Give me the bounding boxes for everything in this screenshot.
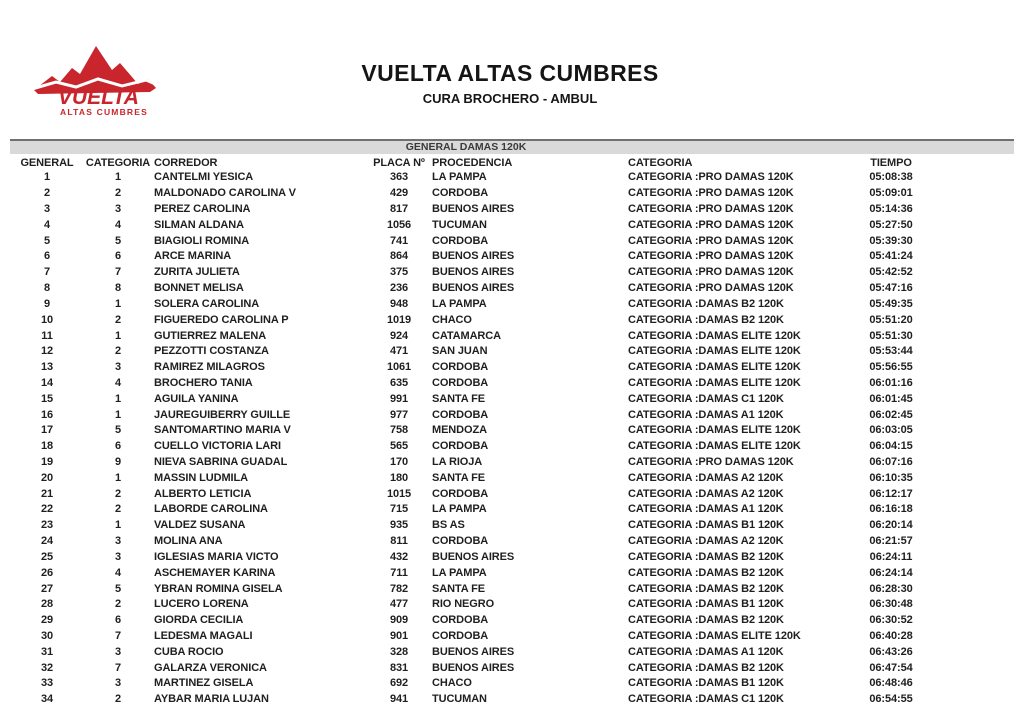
table-row [12,265,1012,281]
table-row [12,217,1012,233]
cell-procedencia: CORDOBA [432,234,489,247]
cell-tiempo: 05:49:35 [869,297,913,310]
cell-placa: 924 [389,329,409,342]
cell-categoria: CATEGORIA :DAMAS A1 120K [628,408,784,421]
cell-corredor: BROCHERO TANIA [154,376,253,389]
table-row [12,423,1012,439]
cell-categoria: CATEGORIA :DAMAS B1 120K [628,519,784,532]
cell-general: 17 [40,424,54,437]
cell-procedencia: BUENOS AIRES [432,266,515,279]
cell-placa: 429 [389,187,409,200]
cell-tiempo: 05:27:50 [869,218,913,231]
cell-categoria: CATEGORIA :DAMAS ELITE 120K [628,629,801,642]
cell-corredor: SOLERA CAROLINA [154,297,260,310]
cell-corredor: NIEVA SABRINA GUADAL [154,456,288,469]
cell-tiempo: 06:24:14 [869,566,913,579]
cell-placa: 831 [389,661,409,674]
cell-procedencia: BUENOS AIRES [432,645,515,658]
table-row [12,328,1012,344]
cell-procedencia: CORDOBA [432,487,489,500]
cell-placa: 1056 [386,218,412,231]
cell-categoria-pos: 3 [114,203,122,216]
cell-placa: 1061 [386,361,412,374]
table-row [12,170,1012,186]
cell-tiempo: 05:39:30 [869,234,913,247]
cell-categoria-pos: 2 [114,693,122,706]
cell-categoria-pos: 2 [114,345,122,358]
cell-tiempo: 05:51:20 [869,313,913,326]
cell-general: 19 [40,456,54,469]
cell-categoria-pos: 1 [114,519,122,532]
cell-corredor: ZURITA JULIETA [154,266,240,279]
cell-corredor: MARTINEZ GISELA [154,677,254,690]
column-header-general: GENERAL [20,156,74,169]
table-header-row [12,155,931,171]
cell-procedencia: CHACO [432,677,472,690]
cell-corredor: BONNET MELISA [154,282,244,295]
cell-placa: 432 [389,550,409,563]
cell-categoria: CATEGORIA :DAMAS B2 120K [628,566,784,579]
cell-general: 6 [43,250,51,263]
cell-categoria-pos: 7 [114,661,122,674]
cell-corredor: CANTELMI YESICA [154,171,254,184]
cell-corredor: VALDEZ SUSANA [154,519,246,532]
cell-placa: 758 [389,424,409,437]
cell-categoria-pos: 1 [114,408,122,421]
table-row [12,565,1012,581]
cell-procedencia: LA PAMPA [432,171,487,184]
cell-categoria: CATEGORIA :DAMAS B2 120K [628,297,784,310]
table-row [12,470,1012,486]
cell-categoria: CATEGORIA :DAMAS ELITE 120K [628,361,801,374]
logo-word: VUELTA [58,86,139,109]
cell-tiempo: 06:48:46 [869,677,913,690]
cell-placa: 1019 [386,313,412,326]
cell-general: 3 [43,203,51,216]
page-subtitle: CURA BROCHERO - AMBUL [422,91,598,106]
cell-general: 23 [40,519,54,532]
cell-categoria: CATEGORIA :DAMAS ELITE 120K [628,440,801,453]
cell-general: 16 [40,408,54,421]
cell-procedencia: BUENOS AIRES [432,203,515,216]
section-band [10,139,1014,154]
cell-corredor: AYBAR MARIA LUJAN [154,693,269,706]
cell-general: 33 [40,677,54,690]
column-header-categoria-pos: CATEGORIA [85,156,151,169]
cell-placa: 715 [389,503,409,516]
cell-categoria-pos: 4 [114,376,122,389]
table-row [12,692,1012,708]
cell-categoria: CATEGORIA :DAMAS B2 120K [628,661,784,674]
cell-corredor: LUCERO LORENA [154,598,249,611]
cell-placa: 948 [389,297,409,310]
cell-categoria-pos: 2 [114,187,122,200]
cell-general: 29 [40,614,54,627]
cell-procedencia: MENDOZA [432,424,487,437]
cell-corredor: PEREZ CAROLINA [154,203,251,216]
cell-tiempo: 06:02:45 [869,408,913,421]
cell-general: 28 [40,598,54,611]
cell-corredor: BIAGIOLI ROMINA [154,234,250,247]
cell-tiempo: 06:28:30 [869,582,913,595]
cell-general: 2 [43,187,51,200]
cell-tiempo: 05:09:01 [869,187,913,200]
cell-tiempo: 06:10:35 [869,471,913,484]
cell-categoria: CATEGORIA :DAMAS B2 120K [628,614,784,627]
cell-categoria: CATEGORIA :DAMAS ELITE 120K [628,345,801,358]
cell-placa: 941 [389,693,409,706]
cell-corredor: GUTIERREZ MALENA [154,329,267,342]
table-row [12,281,1012,297]
cell-placa: 909 [389,614,409,627]
table-row [12,644,1012,660]
title-block [120,60,900,106]
cell-placa: 635 [389,376,409,389]
cell-general: 25 [40,550,54,563]
cell-categoria-pos: 4 [114,566,122,579]
cell-categoria-pos: 1 [114,392,122,405]
cell-general: 5 [43,234,51,247]
table-row [12,455,1012,471]
cell-corredor: ASCHEMAYER KARINA [154,566,276,579]
cell-tiempo: 06:21:57 [869,535,913,548]
cell-corredor: RAMIREZ MILAGROS [154,361,265,374]
cell-corredor: PEZZOTTI COSTANZA [154,345,269,358]
cell-tiempo: 05:51:30 [869,329,913,342]
cell-categoria: CATEGORIA :DAMAS ELITE 120K [628,424,801,437]
cell-corredor: GIORDA CECILIA [154,614,244,627]
cell-tiempo: 06:01:45 [869,392,913,405]
cell-categoria: CATEGORIA :DAMAS C1 120K [628,693,784,706]
cell-placa: 711 [390,566,408,579]
section-title: GENERAL DAMAS 120K [405,141,527,153]
cell-corredor: SILMAN ALDANA [154,218,244,231]
cell-tiempo: 06:12:17 [869,487,913,500]
cell-tiempo: 05:53:44 [869,345,913,358]
cell-placa: 565 [389,440,409,453]
cell-placa: 741 [389,234,409,247]
cell-corredor: CUBA ROCIO [154,645,224,658]
cell-procedencia: CORDOBA [432,535,489,548]
cell-categoria-pos: 5 [114,582,122,595]
cell-general: 9 [43,297,51,310]
cell-categoria-pos: 2 [114,598,122,611]
table-row [12,581,1012,597]
cell-categoria: CATEGORIA :DAMAS B2 120K [628,582,784,595]
cell-procedencia: TUCUMAN [432,693,487,706]
cell-procedencia: BS AS [432,519,465,532]
cell-procedencia: CORDOBA [432,361,489,374]
cell-categoria-pos: 6 [114,614,122,627]
cell-general: 20 [40,471,54,484]
cell-corredor: AGUILA YANINA [154,392,239,405]
page-title: VUELTA ALTAS CUMBRES [361,60,659,86]
cell-categoria: CATEGORIA :PRO DAMAS 120K [628,456,794,469]
cell-general: 21 [40,487,54,500]
table-row [12,297,1012,313]
cell-general: 11 [41,329,53,342]
cell-general: 10 [40,313,54,326]
cell-procedencia: CORDOBA [432,440,489,453]
table-row [12,550,1012,566]
cell-tiempo: 05:47:16 [869,282,913,295]
cell-corredor: MALDONADO CAROLINA V [154,187,296,200]
cell-procedencia: BUENOS AIRES [432,550,515,563]
cell-placa: 977 [389,408,409,421]
cell-categoria-pos: 7 [114,629,122,642]
table-row [12,186,1012,202]
cell-tiempo: 06:30:52 [869,614,913,627]
table-row [12,518,1012,534]
cell-tiempo: 05:08:38 [869,171,913,184]
cell-categoria: CATEGORIA :DAMAS B2 120K [628,550,784,563]
cell-categoria-pos: 3 [114,550,122,563]
cell-corredor: CUELLO VICTORIA LARI [154,440,281,453]
table-row [12,344,1012,360]
cell-categoria: CATEGORIA :DAMAS ELITE 120K [628,329,801,342]
cell-procedencia: SANTA FE [432,471,485,484]
table-row [12,391,1012,407]
cell-placa: 180 [389,471,409,484]
cell-categoria-pos: 6 [114,250,122,263]
cell-corredor: YBRAN ROMINA GISELA [154,582,283,595]
cell-tiempo: 06:16:18 [869,503,913,516]
table-row [12,676,1012,692]
cell-placa: 363 [389,171,409,184]
cell-procedencia: CORDOBA [432,629,489,642]
cell-categoria-pos: 3 [114,535,122,548]
cell-categoria-pos: 8 [114,282,122,295]
cell-placa: 170 [389,456,409,469]
cell-categoria: CATEGORIA :PRO DAMAS 120K [628,250,794,263]
cell-placa: 811 [390,535,408,548]
cell-general: 12 [40,345,54,358]
cell-procedencia: BUENOS AIRES [432,250,515,263]
cell-categoria-pos: 6 [114,440,122,453]
cell-procedencia: BUENOS AIRES [432,661,515,674]
cell-general: 13 [40,361,54,374]
cell-placa: 864 [389,250,409,263]
cell-tiempo: 06:30:48 [869,598,913,611]
cell-categoria: CATEGORIA :DAMAS A1 120K [628,503,784,516]
cell-procedencia: SANTA FE [432,582,485,595]
cell-placa: 477 [389,598,409,611]
cell-categoria: CATEGORIA :DAMAS A2 120K [628,487,784,500]
cell-placa: 1015 [386,487,412,500]
cell-categoria-pos: 2 [114,313,122,326]
cell-general: 15 [40,392,54,405]
cell-general: 32 [40,661,54,674]
cell-placa: 692 [389,677,409,690]
cell-placa: 236 [389,282,409,295]
cell-procedencia: TUCUMAN [432,218,487,231]
cell-categoria-pos: 9 [114,456,122,469]
cell-placa: 901 [389,629,409,642]
cell-categoria-pos: 7 [114,266,122,279]
table-row [12,486,1012,502]
table-row [12,312,1012,328]
cell-tiempo: 05:14:36 [869,203,913,216]
cell-general: 8 [43,282,51,295]
cell-general: 27 [40,582,54,595]
cell-corredor: IGLESIAS MARIA VICTO [154,550,279,563]
cell-procedencia: LA PAMPA [432,503,487,516]
table-row [12,502,1012,518]
cell-categoria: CATEGORIA :DAMAS A2 120K [628,471,784,484]
cell-categoria: CATEGORIA :DAMAS B1 120K [628,598,784,611]
column-header-procedencia: PROCEDENCIA [432,156,513,169]
cell-tiempo: 06:20:14 [869,519,913,532]
cell-corredor: LABORDE CAROLINA [154,503,268,516]
cell-corredor: JAUREGUIBERRY GUILLE [154,408,291,421]
cell-placa: 817 [389,203,409,216]
cell-corredor: ALBERTO LETICIA [154,487,252,500]
cell-tiempo: 06:04:15 [869,440,913,453]
cell-procedencia: RIO NEGRO [432,598,495,611]
cell-corredor: ARCE MARINA [154,250,232,263]
cell-general: 22 [40,503,54,516]
table-row [12,597,1012,613]
cell-categoria: CATEGORIA :PRO DAMAS 120K [628,218,794,231]
table-row [12,360,1012,376]
cell-general: 1 [43,171,51,184]
cell-corredor: SANTOMARTINO MARIA V [154,424,291,437]
cell-categoria-pos: 1 [114,297,122,310]
cell-procedencia: SANTA FE [432,392,485,405]
cell-categoria: CATEGORIA :PRO DAMAS 120K [628,171,794,184]
cell-corredor: FIGUEREDO CAROLINA P [154,313,289,326]
cell-categoria-pos: 2 [114,503,122,516]
cell-tiempo: 06:07:16 [869,456,913,469]
table-row [12,613,1012,629]
cell-tiempo: 06:54:55 [869,693,913,706]
table-row [12,202,1012,218]
cell-tiempo: 06:43:26 [869,645,913,658]
cell-procedencia: CORDOBA [432,187,489,200]
cell-categoria-pos: 1 [114,471,122,484]
table-row [12,660,1012,676]
cell-tiempo: 05:42:52 [869,266,913,279]
cell-procedencia: CATAMARCA [432,329,501,342]
table-body [12,170,1012,708]
cell-tiempo: 05:41:24 [869,250,913,263]
cell-general: 31 [40,645,54,658]
table-row [12,534,1012,550]
cell-categoria-pos: 1 [114,171,122,184]
cell-procedencia: LA PAMPA [432,297,487,310]
cell-general: 24 [40,535,54,548]
cell-categoria: CATEGORIA :PRO DAMAS 120K [628,234,794,247]
cell-corredor: MASSIN LUDMILA [154,471,248,484]
cell-categoria: CATEGORIA :DAMAS C1 120K [628,392,784,405]
cell-corredor: MOLINA ANA [154,535,223,548]
cell-categoria: CATEGORIA :DAMAS B2 120K [628,313,784,326]
cell-tiempo: 06:47:54 [869,661,913,674]
cell-tiempo: 05:56:55 [869,361,913,374]
table-row [12,233,1012,249]
cell-corredor: LEDESMA MAGALI [154,629,253,642]
column-header-categoria: CATEGORIA [628,156,693,169]
cell-categoria: CATEGORIA :PRO DAMAS 120K [628,282,794,295]
cell-categoria-pos: 4 [114,218,122,231]
cell-procedencia: LA PAMPA [432,566,487,579]
cell-procedencia: LA RIOJA [432,456,483,469]
cell-categoria-pos: 3 [114,677,122,690]
cell-categoria: CATEGORIA :PRO DAMAS 120K [628,203,794,216]
cell-placa: 328 [389,645,409,658]
cell-categoria-pos: 3 [114,645,122,658]
cell-general: 26 [40,566,54,579]
cell-placa: 782 [389,582,409,595]
cell-corredor: GALARZA VERONICA [154,661,267,674]
cell-categoria-pos: 5 [114,424,122,437]
cell-categoria: CATEGORIA :PRO DAMAS 120K [628,266,794,279]
cell-general: 18 [40,440,54,453]
cell-general: 7 [43,266,51,279]
cell-categoria: CATEGORIA :DAMAS B1 120K [628,677,784,690]
cell-procedencia: CORDOBA [432,614,489,627]
cell-placa: 471 [389,345,409,358]
cell-categoria-pos: 2 [114,487,122,500]
cell-tiempo: 06:01:16 [869,376,913,389]
column-header-placa: PLACA Nº [373,156,425,169]
cell-categoria-pos: 5 [114,234,122,247]
cell-general: 14 [40,376,54,389]
cell-procedencia: SAN JUAN [432,345,488,358]
cell-placa: 991 [389,392,409,405]
cell-tiempo: 06:40:28 [869,629,913,642]
cell-procedencia: CORDOBA [432,376,489,389]
table-row [12,407,1012,423]
cell-categoria: CATEGORIA :DAMAS A2 120K [628,535,784,548]
cell-tiempo: 06:03:05 [869,424,913,437]
cell-categoria: CATEGORIA :PRO DAMAS 120K [628,187,794,200]
cell-categoria-pos: 1 [114,329,122,342]
cell-procedencia: CHACO [432,313,472,326]
logo-tagline: ALTAS CUMBRES [60,107,149,117]
cell-categoria: CATEGORIA :DAMAS A1 120K [628,645,784,658]
column-header-corredor: CORREDOR [154,156,218,169]
cell-procedencia: BUENOS AIRES [432,282,515,295]
table-row [12,439,1012,455]
cell-procedencia: CORDOBA [432,408,489,421]
column-header-tiempo: TIEMPO [870,156,912,169]
cell-general: 34 [40,693,54,706]
cell-general: 30 [40,629,54,642]
cell-placa: 935 [389,519,409,532]
cell-placa: 375 [389,266,409,279]
cell-categoria: CATEGORIA :DAMAS ELITE 120K [628,376,801,389]
cell-general: 4 [43,218,51,231]
table-row [12,249,1012,265]
cell-tiempo: 06:24:11 [869,550,913,563]
table-row [12,376,1012,392]
table-row [12,629,1012,645]
cell-categoria-pos: 3 [114,361,122,374]
